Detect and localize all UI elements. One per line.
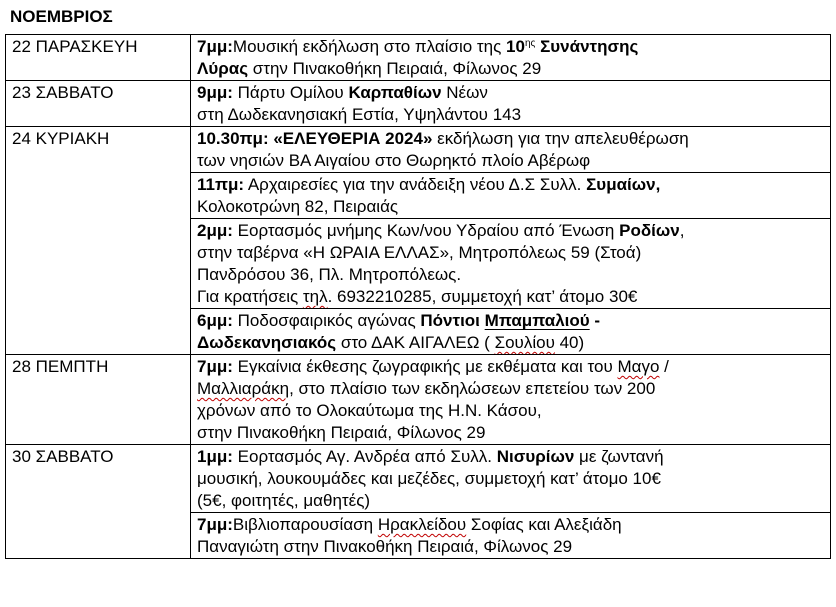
table-row <box>6 81 831 127</box>
day-cell: 24 ΚΥΡΙΑΚΗ <box>6 127 191 355</box>
day-cell: 22 ΠΑΡΑΣΚΕΥΗ <box>6 35 191 81</box>
event-cell: 9μμ: Πάρτυ Ομίλου Καρπαθίων Νέων στη Δωδεκανησιακή Εστία, Υψηλάντου 143 <box>191 81 831 127</box>
month-title: ΝΟΕΜΒΡΙΟΣ <box>10 7 113 26</box>
day-cell: 23 ΣΑΒΒΑΤΟ <box>6 81 191 127</box>
event-cell: 10.30πμ: «ΕΛΕΥΘΕΡΙΑ 2024» εκδήλωση για την απελευθέρωση των νησιών ΒΑ Αιγαίου στο Θωρηκτό πλοίο Αβέρωφ <box>191 127 831 173</box>
table-row <box>6 355 831 445</box>
event-cell: 6μμ: Ποδοσφαιρικός αγώνας Πόντιοι Μπαμπαλιού - Δωδεκανησιακός στο ΔΑΚ ΑΙΓΑΛΕΩ ( Σουλίου 40) <box>191 309 831 355</box>
event-cell: 11πμ: Αρχαιρεσίες για την ανάδειξη νέου Δ.Σ Συλλ. Συμαίων, Κολοκοτρώνη 82, Πειραιάς <box>191 173 831 219</box>
table-row <box>6 445 831 513</box>
event-cell: 7μμ:Μουσική εκδήλωση στο πλαίσιο της $10^{\eta\varsigma}$ Συνάντησης Λύρας στην Πινακοθήκη Πειραιά, Φίλωνος 29 <box>191 35 831 81</box>
table-row <box>6 127 831 173</box>
event-cell: 7μμ:Βιβλιοπαρουσίαση Ηρακλείδου Σοφίας και Αλεξιάδη Παναγιώτη στην Πινακοθήκη Πειραιά, Φίλωνος 29 <box>191 513 831 559</box>
day-cell: 28 ΠΕΜΠΤΗ <box>6 355 191 445</box>
event-cell: 7μμ: Εγκαίνια έκθεσης ζωγραφικής με εκθέματα και του Μαγο / Μαλλιαράκη, στο πλαίσιο των εκδηλώσεων επετείου των 200 χρόνων από το Ολοκαύτωμα της Η.Ν. Κάσου, στην Πινακοθήκη Πειραιά, Φίλωνος 29 <box>191 355 831 445</box>
table-row <box>6 35 831 81</box>
day-cell: 30 ΣΑΒΒΑΤΟ <box>6 445 191 559</box>
event-cell: 2μμ: Εορτασμός μνήμης Κων/νου Υδραίου από Ένωση Ροδίων, στην ταβέρνα «Η ΩΡΑΙΑ ΕΛΛΑΣ», Μητροπόλεως 59 (Στοά) Πανδρόσου 36, Πλ. Μητροπόλεως. Για κρατήσεις τηλ. 6932210285, συμμετοχή κατ’ άτομο 30€ <box>191 219 831 309</box>
event-cell: 1μμ: Εορτασμός Αγ. Ανδρέα από Συλλ. Νισυρίων με ζωντανή μουσική, λουκουμάδες και μεζέδες, συμμετοχή κατ’ άτομο 10€ (5€, φοιτητές, μαθητές) <box>191 445 831 513</box>
events-table <box>5 34 831 559</box>
